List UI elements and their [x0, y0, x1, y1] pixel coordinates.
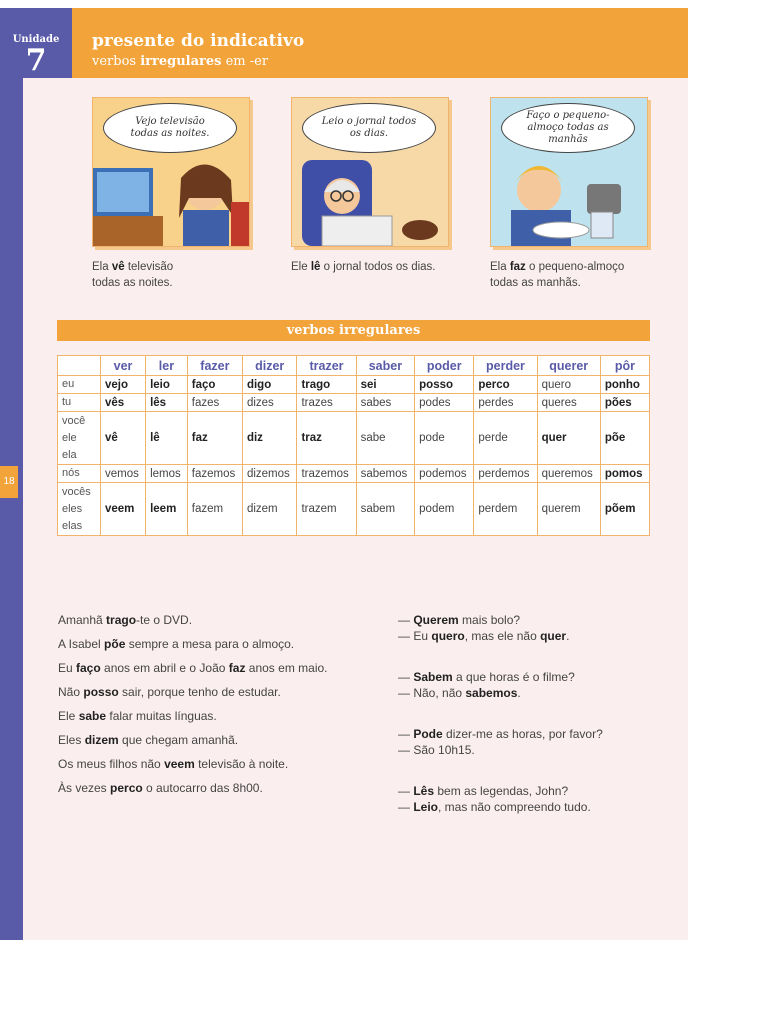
caption-text: Ela — [92, 261, 112, 273]
page-number: 18 — [0, 466, 18, 498]
table-cell: diz — [242, 412, 296, 465]
page-title: presente do indicativo — [92, 31, 305, 51]
table-cell: dizes — [242, 394, 296, 412]
table-cell: pões — [600, 394, 649, 412]
conjugation-table — [57, 355, 650, 536]
table-row — [58, 465, 650, 483]
table-cell: perdemos — [474, 465, 537, 483]
header-cell: querer — [537, 356, 600, 376]
sentence-text: Amanhã — [58, 613, 107, 627]
illustration-tv — [92, 97, 250, 247]
dialogue-text: — São 10h15. — [398, 743, 475, 757]
sentence-text: Eles — [58, 733, 85, 747]
dialogue-answer — [398, 799, 603, 815]
table-cell: ponho — [600, 376, 649, 394]
table-cell: sabe — [356, 412, 415, 465]
illustration-breakfast — [490, 97, 648, 247]
header-cell: fazer — [187, 356, 242, 376]
table-cell: pode — [415, 412, 474, 465]
person-cell — [58, 483, 101, 536]
speech-bubble: Leio o jornal todos os dias. — [302, 103, 436, 153]
example-sentence — [58, 756, 328, 780]
sentence-text: Não — [58, 685, 84, 699]
sentence-verb: faz — [228, 661, 246, 675]
dialogue — [398, 612, 603, 644]
dialogue-text: — — [398, 784, 414, 798]
sentence-text: que chegam amanhã. — [118, 733, 239, 747]
sentence-verb: veem — [164, 757, 195, 771]
header-cell-empty — [58, 356, 101, 376]
caption-line2: todas as manhãs. — [490, 277, 581, 289]
header-cell: perder — [474, 356, 537, 376]
sentence-text: -te o DVD. — [136, 613, 193, 627]
sentence-text: Os meus filhos não — [58, 757, 165, 771]
sentence-text: falar muitas línguas. — [106, 709, 217, 723]
caption-verb: faz — [509, 261, 526, 273]
example-sentence — [58, 708, 328, 732]
example-sentences — [58, 612, 328, 804]
table-cell: quero — [537, 376, 600, 394]
dialogue-verb: sabemos — [465, 686, 518, 700]
header-cell: trazer — [297, 356, 356, 376]
dialogue-text: a que horas é o filme? — [452, 670, 575, 684]
dialogue-answer — [398, 685, 603, 701]
table-cell: dizemos — [242, 465, 296, 483]
sentence-verb: dizem — [84, 733, 119, 747]
dialogue — [398, 783, 603, 815]
dialogue-text: — — [398, 800, 414, 814]
example-sentence — [58, 636, 328, 660]
table-cell: dizem — [242, 483, 296, 536]
sentence-verb: posso — [83, 685, 119, 699]
table-row — [58, 394, 650, 412]
header-cell: saber — [356, 356, 415, 376]
table-row — [58, 376, 650, 394]
dialogue-question — [398, 783, 603, 799]
example-sentence — [58, 660, 328, 684]
table-header-row — [58, 356, 650, 376]
sentence-verb: trago — [106, 613, 137, 627]
table-cell: podem — [415, 483, 474, 536]
caption-text: Ele — [291, 261, 311, 273]
table-cell: podes — [415, 394, 474, 412]
table-cell: fazemos — [187, 465, 242, 483]
table-cell: lês — [146, 394, 188, 412]
sentence-verb: põe — [104, 637, 126, 651]
table-cell: faz — [187, 412, 242, 465]
dialogue-verb: quero — [431, 629, 465, 643]
unit-badge — [0, 8, 72, 78]
dialogue-verb: quer — [540, 629, 567, 643]
caption-line2: todas as noites. — [92, 277, 173, 289]
table-cell: vemos — [101, 465, 146, 483]
table-cell: fazes — [187, 394, 242, 412]
sentence-text: Ele — [58, 709, 79, 723]
sentence-text: A Isabel — [58, 637, 105, 651]
table-cell: põe — [600, 412, 649, 465]
dialogue-text: , mas não compreendo tudo. — [438, 800, 591, 814]
sentence-text: o autocarro das 8h00. — [142, 781, 263, 795]
sentence-text: sempre a mesa para o almoço. — [125, 637, 295, 651]
table-cell: digo — [242, 376, 296, 394]
caption-1 — [92, 259, 173, 291]
person-cell: tu — [58, 394, 101, 412]
dialogue-answer — [398, 742, 603, 758]
table-cell: perde — [474, 412, 537, 465]
example-sentence — [58, 732, 328, 756]
dialogue-text: — — [398, 613, 414, 627]
sentence-text: anos em abril e o João — [100, 661, 229, 675]
table-cell: queres — [537, 394, 600, 412]
table-cell: sabes — [356, 394, 415, 412]
speech-bubble: Faço o pequeno-almoço todas as manhãs — [501, 103, 635, 153]
subtitle-bold: irregulares — [140, 54, 222, 69]
table-cell: lemos — [146, 465, 188, 483]
table-cell: sabemos — [356, 465, 415, 483]
dialogue-verb: Lês — [413, 784, 435, 798]
table-cell: vês — [101, 394, 146, 412]
person-cell — [58, 412, 101, 465]
table-cell: lê — [146, 412, 188, 465]
table-cell: veem — [101, 483, 146, 536]
table-cell: leem — [146, 483, 188, 536]
table-cell: leio — [146, 376, 188, 394]
dialogue-text: — Não, não — [398, 686, 466, 700]
table-cell: quer — [537, 412, 600, 465]
caption-text: o pequeno-almoço — [525, 261, 625, 273]
table-cell: podemos — [415, 465, 474, 483]
dialogue-text: dizer-me as horas, por favor? — [442, 727, 603, 741]
illustration-newspaper — [291, 97, 449, 247]
caption-2 — [291, 259, 436, 275]
table-cell: põem — [600, 483, 649, 536]
header-cell: ver — [101, 356, 146, 376]
table-cell: queremos — [537, 465, 600, 483]
dialogue-text: mais bolo? — [458, 613, 521, 627]
example-dialogues — [398, 612, 603, 840]
dialogue — [398, 669, 603, 701]
page-subtitle — [92, 54, 268, 69]
caption-verb: vê — [111, 261, 125, 273]
table-cell: trazem — [297, 483, 356, 536]
dialogue-text: — — [398, 727, 414, 741]
table-cell: traz — [297, 412, 356, 465]
table-cell: sabem — [356, 483, 415, 536]
dialogue-question — [398, 726, 603, 742]
dialogue-verb: Leio — [413, 800, 439, 814]
dialogue-text: , mas ele não — [464, 629, 541, 643]
table-cell: trazemos — [297, 465, 356, 483]
table-cell: trazes — [297, 394, 356, 412]
table-cell: perdes — [474, 394, 537, 412]
person-cell: eu — [58, 376, 101, 394]
table-cell: sei — [356, 376, 415, 394]
sentence-verb: perco — [110, 781, 143, 795]
header-cell: pôr — [600, 356, 649, 376]
sentence-text: televisão à noite. — [194, 757, 289, 771]
table-cell: faço — [187, 376, 242, 394]
dialogue-text: — Eu — [398, 629, 432, 643]
unit-label: Unidade — [12, 34, 60, 45]
caption-verb: lê — [310, 261, 321, 273]
sentence-verb: faço — [76, 661, 101, 675]
table-cell: pomos — [600, 465, 649, 483]
dialogue-question — [398, 612, 603, 628]
caption-text: Ela — [490, 261, 510, 273]
person-cell: nós — [58, 465, 101, 483]
table-cell: vê — [101, 412, 146, 465]
example-sentence — [58, 612, 328, 636]
header-cell: ler — [146, 356, 188, 376]
table-cell: perco — [474, 376, 537, 394]
speech-bubble: Vejo televisão todas as noites. — [103, 103, 237, 153]
dialogue-question — [398, 669, 603, 685]
header-cell: dizer — [242, 356, 296, 376]
section-title: verbos irregulares — [57, 320, 650, 341]
sentence-text: sair, porque tenho de estudar. — [118, 685, 281, 699]
person-label: vocês eles elas — [62, 485, 91, 532]
dialogue-answer — [398, 628, 603, 644]
dialogue-text: . — [566, 629, 570, 643]
unit-number: 7 — [25, 43, 47, 78]
subtitle-post: em -er — [221, 54, 269, 69]
dialogue-text: bem as legendas, John? — [434, 784, 569, 798]
table-cell: posso — [415, 376, 474, 394]
example-sentence — [58, 684, 328, 708]
sentence-text: Às vezes — [58, 781, 111, 795]
table-cell: trago — [297, 376, 356, 394]
person-label: você ele ela — [62, 414, 86, 461]
header-cell: poder — [415, 356, 474, 376]
caption-text: televisão — [124, 261, 174, 273]
sentence-text: anos em maio. — [245, 661, 328, 675]
dialogue-verb: Querem — [413, 613, 459, 627]
dialogue-text: — — [398, 670, 414, 684]
caption-text: o jornal todos os dias. — [320, 261, 436, 273]
dialogue-verb: Sabem — [413, 670, 453, 684]
table-row — [58, 412, 650, 465]
dialogue-verb: Pode — [413, 727, 443, 741]
table-cell: vejo — [101, 376, 146, 394]
table-cell: perdem — [474, 483, 537, 536]
dialogue — [398, 726, 603, 758]
table-cell: querem — [537, 483, 600, 536]
caption-3 — [490, 259, 624, 291]
subtitle-pre: verbos — [92, 54, 141, 69]
example-sentence — [58, 780, 328, 804]
table-row — [58, 483, 650, 536]
table-cell: fazem — [187, 483, 242, 536]
sentence-verb: sabe — [78, 709, 107, 723]
dialogue-text: . — [517, 686, 521, 700]
sentence-text: Eu — [58, 661, 77, 675]
